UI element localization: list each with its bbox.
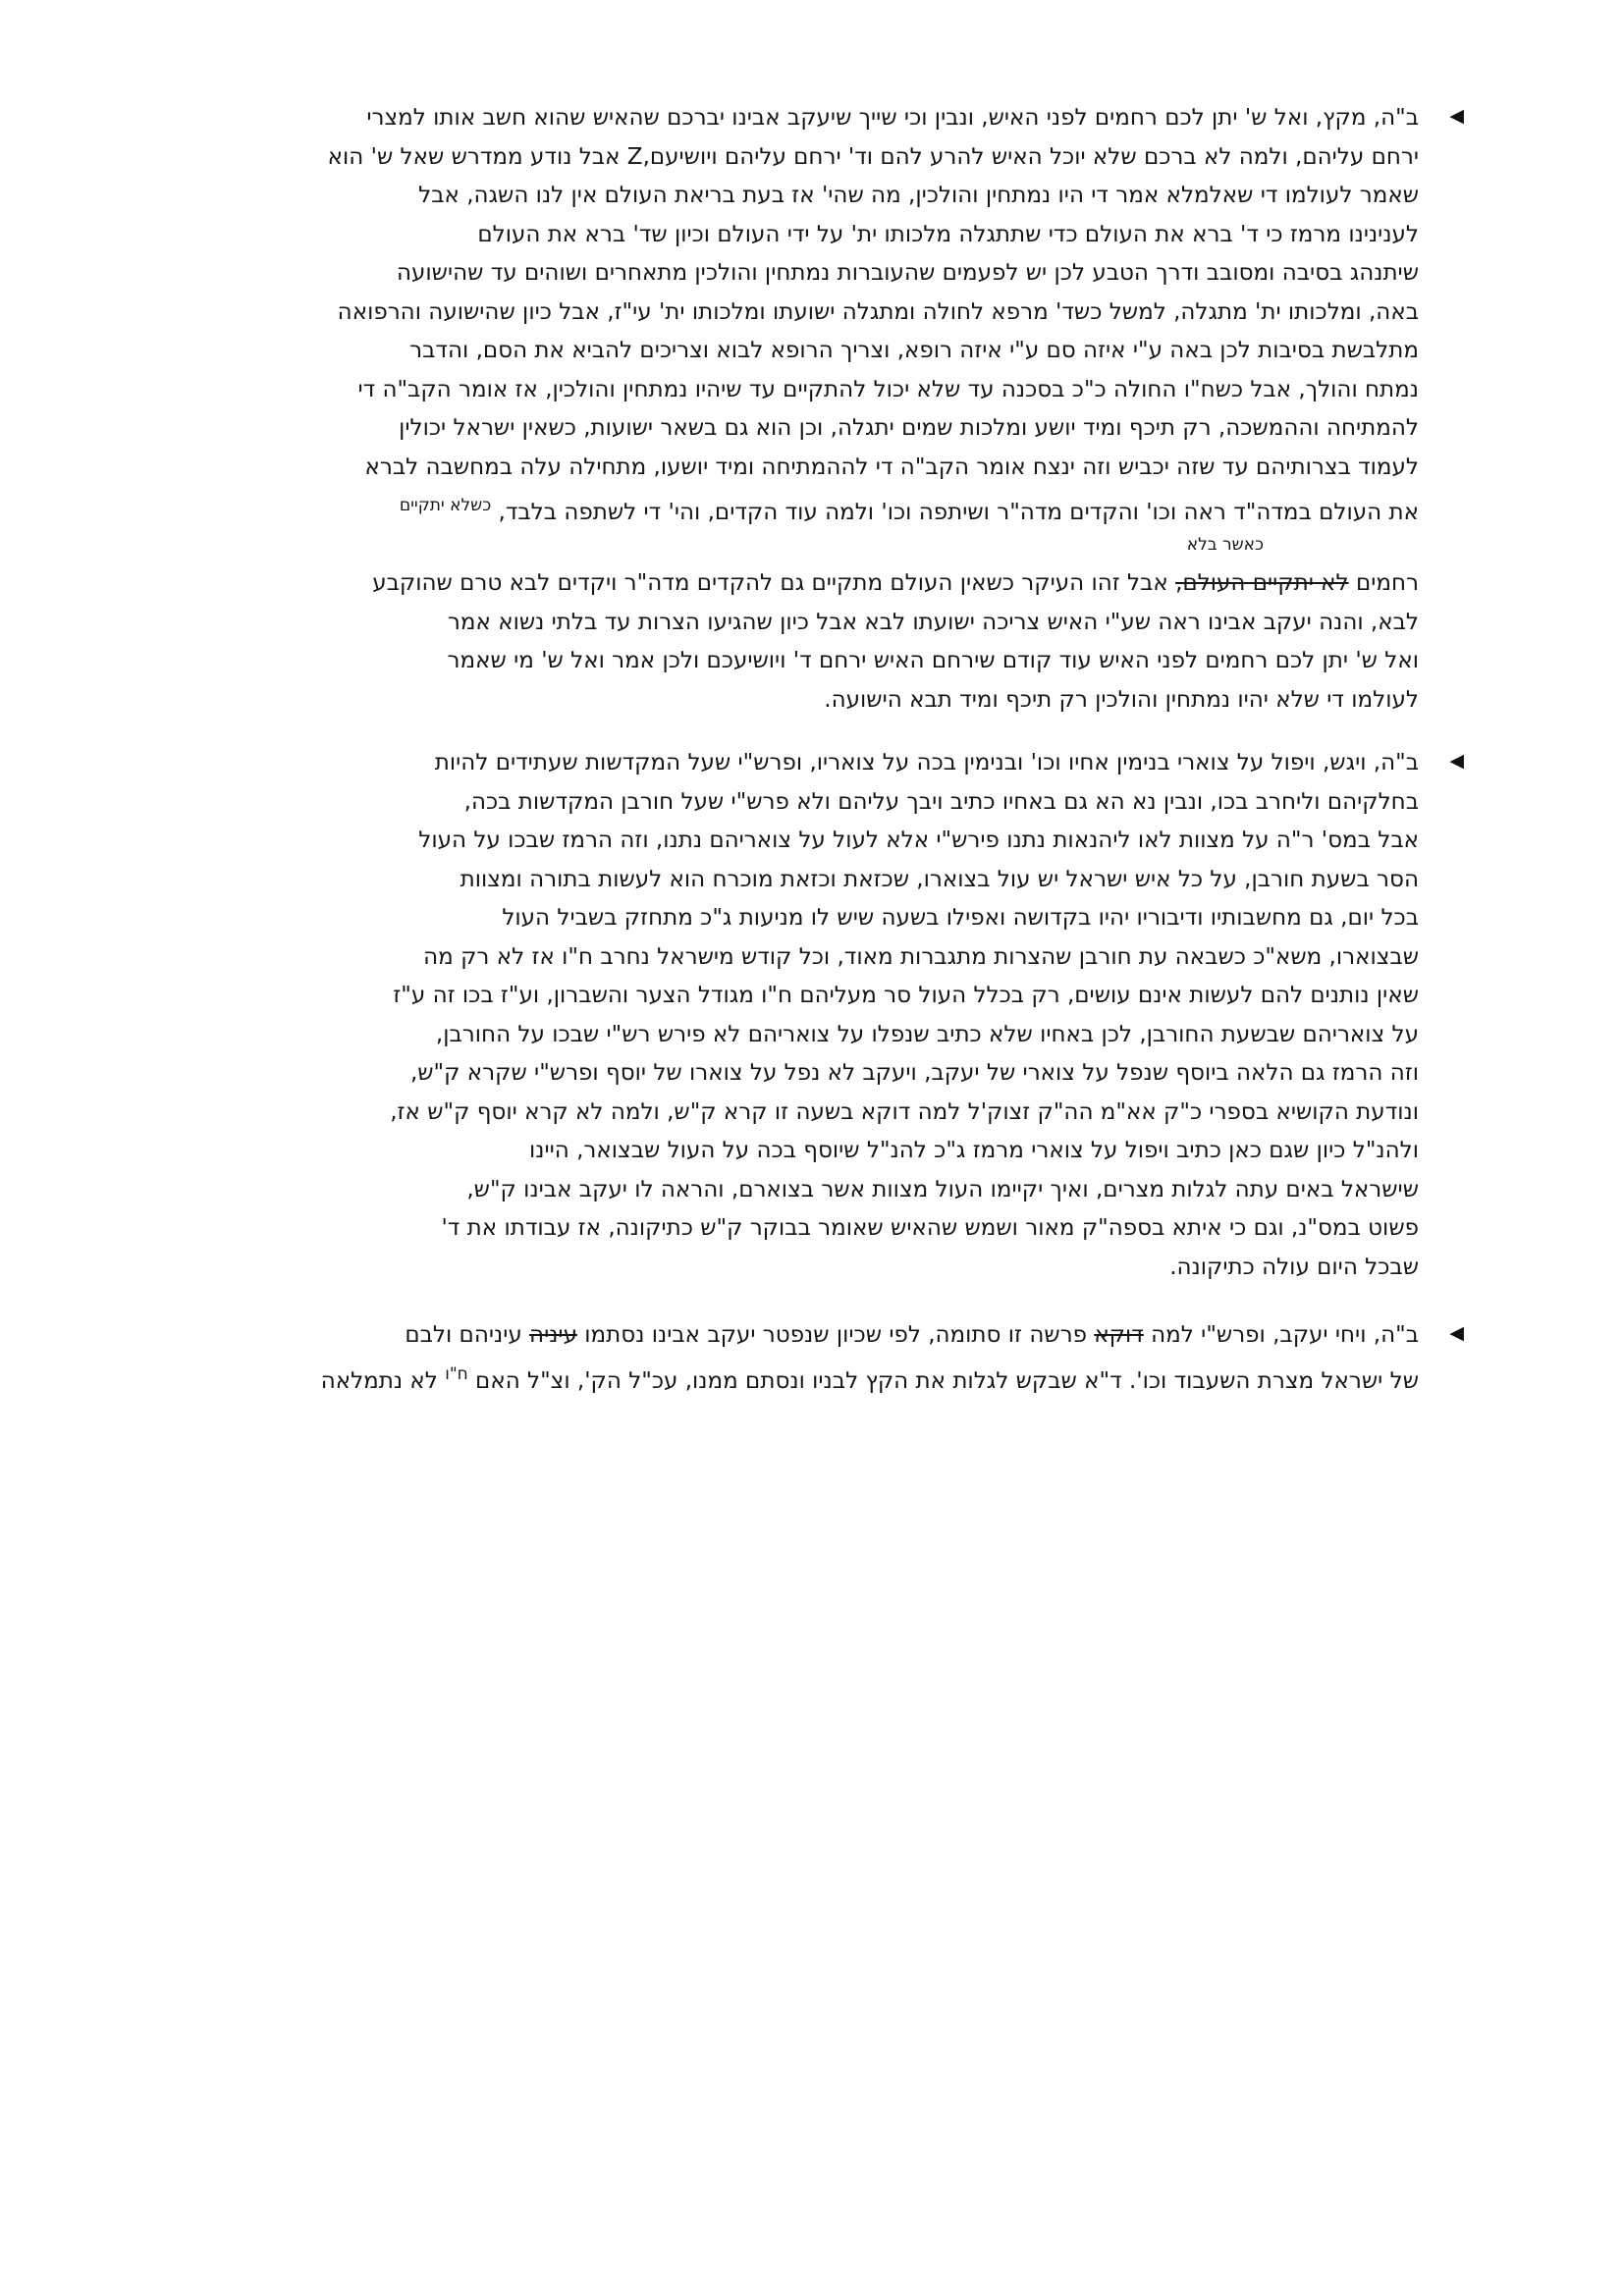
text-run: ואל ש' יתן לכם רחמים לפני האיש עוד קודם שירחם האיש ירחם ד' ויושיעכם ולכן אמר ואל ש' מי שאמר — [447, 648, 1419, 673]
text-run: כאשר בלא — [1186, 534, 1264, 555]
text-run: וזה הרמז גם הלאה ביוסף שנפל על צוארי של יעקב, ויעקב לא נפל על צוארו של יוסף ופרש"י שקרא ק"ש, — [409, 1060, 1419, 1086]
text-line — [226, 899, 1419, 938]
text-run: נמתח והולך, אבל כשח"ו החולה כ"כ בסכנה עד שלא יכול להתקיים עד שיהיו נמתחין והולכין, אז אומר הקב"ה די — [357, 376, 1419, 402]
text-line — [226, 977, 1419, 1016]
text-line — [226, 1054, 1419, 1094]
text-line — [226, 681, 1419, 721]
text-run: להמתיחה וההמשכה, רק תיכף ומיד יושע ומלכות שמים יתגלה, וכן הוא גם בשאר ישועות, כשאין ישראל יכולין — [399, 415, 1419, 441]
text-run: הסר בשעת חורבן, על כל איש ישראל יש עול בצוארו, שכזאת וכזאת מוכרח הוא לעשות בתורה ומצוות — [460, 866, 1419, 892]
text-run: לעמוד בצרותיהם עד שזה יכביש וזה ינצח אומר הקב"ה די לההמתיחה ומיד יושעו, מתחילה עלה במחשבה לברא — [364, 454, 1419, 480]
strikethrough-text: עיניה — [529, 1322, 577, 1348]
text-line — [226, 294, 1419, 333]
paragraph-vayigash — [226, 744, 1464, 1287]
text-line — [226, 1356, 1419, 1395]
text-line — [226, 564, 1419, 604]
text-line — [226, 744, 1419, 783]
text-run: רחמים — [1348, 570, 1419, 596]
text-line — [226, 822, 1419, 861]
text-line — [226, 861, 1419, 900]
text-line — [226, 938, 1419, 978]
superscript-note: ח"ו — [445, 1363, 468, 1384]
text-line — [226, 1316, 1419, 1356]
text-run: לענינינו מרמז כי ד' ברא את העולם כדי שתתגלה מלכותו ית' על ידי העולם וכיון שד' ברא את העולם — [477, 221, 1419, 247]
paragraph-bullet-icon: ◀ — [1449, 105, 1464, 127]
paragraph-bullet-icon: ◀ — [1449, 750, 1464, 772]
text-line — [226, 1016, 1419, 1055]
superscript-note: כשלא יתקיים — [399, 496, 492, 515]
text-line — [226, 449, 1419, 488]
text-run: שאמר לעולמו די שאלמלא אמר די היו נמתחין והולכין, מה שהי' אז בעת בריאת העולם אין לנו השגה, אבל — [418, 183, 1419, 208]
paragraph-miketz — [226, 99, 1464, 720]
text-line — [226, 1132, 1419, 1171]
text-run: על צואריהם שבשעת החורבן, לכן באחיו שלא כתיב שנפלו על צואריהם לא פירש רש"י שבכו על החורבן, — [435, 1021, 1419, 1047]
text-line — [226, 604, 1419, 643]
text-run: לעולמו די שלא יהיו נמתחין והולכין רק תיכף ומיד תבא הישועה. — [824, 686, 1419, 713]
text-run: ירחם עליהם, ולמה לא ברכם שלא יוכל האיש להרע להם וד' ירחם עליהם ויושיעם,Z אבל נודע ממדרש שאל ש' הוא — [327, 143, 1419, 170]
text-line — [226, 99, 1419, 138]
text-run: מתלבשת בסיבות לכן באה ע"י איזה סם ע"י איזה רופא, וצריך הרופא לבוא וצריכים להביא את הסם, והדבר — [409, 338, 1419, 363]
text-line — [226, 783, 1419, 823]
text-line — [226, 1171, 1419, 1210]
text-run: ב"ה, ויגש, ויפול על צוארי בנימין אחיו וכו' ובנימין בכה על צואריו, ופרש"י שעל המקדשות שעתידים להיות — [434, 750, 1419, 775]
paragraph-vayechi — [226, 1316, 1464, 1394]
text-run: פרשה זו סתומה, לפי שכיון שנפטר יעקב אבינו נסתמו — [576, 1322, 1095, 1348]
text-run: בחלקיהם וליחרב בכו, ונבין נא הא גם באחיו כתיב ויבך עליהם ולא פרש"י שעל חורבן המקדשות בכה, — [463, 788, 1419, 815]
text-run: ב"ה, ויחי יעקב, ופרש"י למה — [1143, 1322, 1419, 1348]
text-run: של ישראל מצרת השעבוד וכו'. ד"א שבקש לגלות את הקץ לבניו ונסתם ממנו, עכ"ל הק', וצ"ל האם — [467, 1367, 1419, 1394]
text-run: ונודעת הקושיא בספרי כ"ק אא"מ הה"ק זצוק'ל למה דוקא בשעה זו קרא ק"ש, ולמה לא קרא יוסף ק"ש אז, — [390, 1098, 1419, 1125]
text-run: שאין נותנים להם לעשות אינם עושים, רק בכלל העול סר מעליהם ח"ו מגודל הצער והשברון, וע"ז בכו זה ע"ז — [393, 983, 1419, 1008]
text-run: שישראל באים עתה לגלות מצרים, ואיך יקיימו העול מצוות אשר בצוארם, והראה לו יעקב אבינו ק"ש, — [466, 1176, 1419, 1202]
text-line — [226, 177, 1419, 216]
text-run: שבצוארו, משא"כ כשבאה עת חורבן שהצרות מתגברות מאוד, וכל קודש מישראל נחרב ח"ו אז לא רק מה — [423, 943, 1419, 970]
text-line — [226, 487, 1419, 526]
text-run: ולהנ"ל כיון שגם כאן כתיב ויפול על צוארי מרמז ג"כ להנ"ל שיוסף בכה על העול שבצואר, היינו — [529, 1138, 1419, 1163]
text-run: שבכל היום עולה כתיקונה. — [1169, 1254, 1419, 1280]
inserted-correction-line — [226, 526, 1264, 565]
text-run: לבא, והנה יעקב אבינו ראה שע"י האיש צריכה ישועתו לבא אבל כיון שהגיעו הצרות עד בלתי נשוא אמר — [447, 609, 1419, 635]
text-run: פשוט במס"נ, וגם כי איתא בספה"ק מאור ושמש שהאיש שאומר בבוקר ק"ש כתיקונה, אז עבודתו את ד' — [441, 1215, 1419, 1241]
text-line — [226, 1209, 1419, 1249]
text-line — [226, 138, 1419, 178]
text-run: את העולם במדה"ד ראה וכו' והקדים מדה"ר ושיתפה וכו' ולמה עוד הקדים, והי' די לשתפה בלבד, — [491, 500, 1419, 525]
text-run: אבל במס' ר"ה על מצוות לאו ליהנאות נתנו פירש"י אלא לעול על צואריהם נתנו, וזה הרמז שבכו על העול — [418, 828, 1419, 853]
text-run: עיניהם ולבם — [405, 1322, 530, 1348]
text-line — [226, 642, 1419, 681]
strikethrough-text: דוקא — [1094, 1322, 1144, 1348]
text-line — [226, 1249, 1419, 1288]
document-body — [226, 99, 1464, 1394]
text-run: לא נתמלאה — [320, 1367, 446, 1394]
text-run: בכל יום, גם מחשבותיו ודיבוריו יהיו בקדושה ואפילו בשעה שיש לו מניעות ג"כ מתחזק בשביל העול — [502, 905, 1419, 931]
strikethrough-text: לא יתקיים העולם, — [1175, 570, 1349, 596]
text-run: ב"ה, מקץ, ואל ש' יתן לכם רחמים לפני האיש, ונבין וכי שייך שיעקב אבינו יברכם שהאיש שהוא חשב אותו למצרי — [366, 105, 1419, 131]
text-run: שיתנהג בסיבה ומסובב ודרך הטבע לכן יש לפעמים שהעוברות נמתחין והולכין מתאחרים ושוהים עד שהישועה — [396, 260, 1419, 286]
text-run: אבל זהו העיקר כשאין העולם מתקיים גם להקדים מדה"ר ויקדים לבא טרם שהוקבע — [372, 570, 1176, 596]
text-run: באה, ומלכותו ית' מתגלה, למשל כשד' מרפא לחולה ומתגלה ישועתו ומלכותו ית' עי"ז, אבל כיון שהישועה והרפואה — [337, 298, 1419, 325]
text-line — [226, 1094, 1419, 1133]
text-line — [226, 216, 1419, 255]
text-line — [226, 254, 1419, 294]
text-line — [226, 409, 1419, 449]
text-line — [226, 332, 1419, 371]
text-line — [226, 371, 1419, 410]
paragraph-bullet-icon: ◀ — [1449, 1322, 1464, 1344]
